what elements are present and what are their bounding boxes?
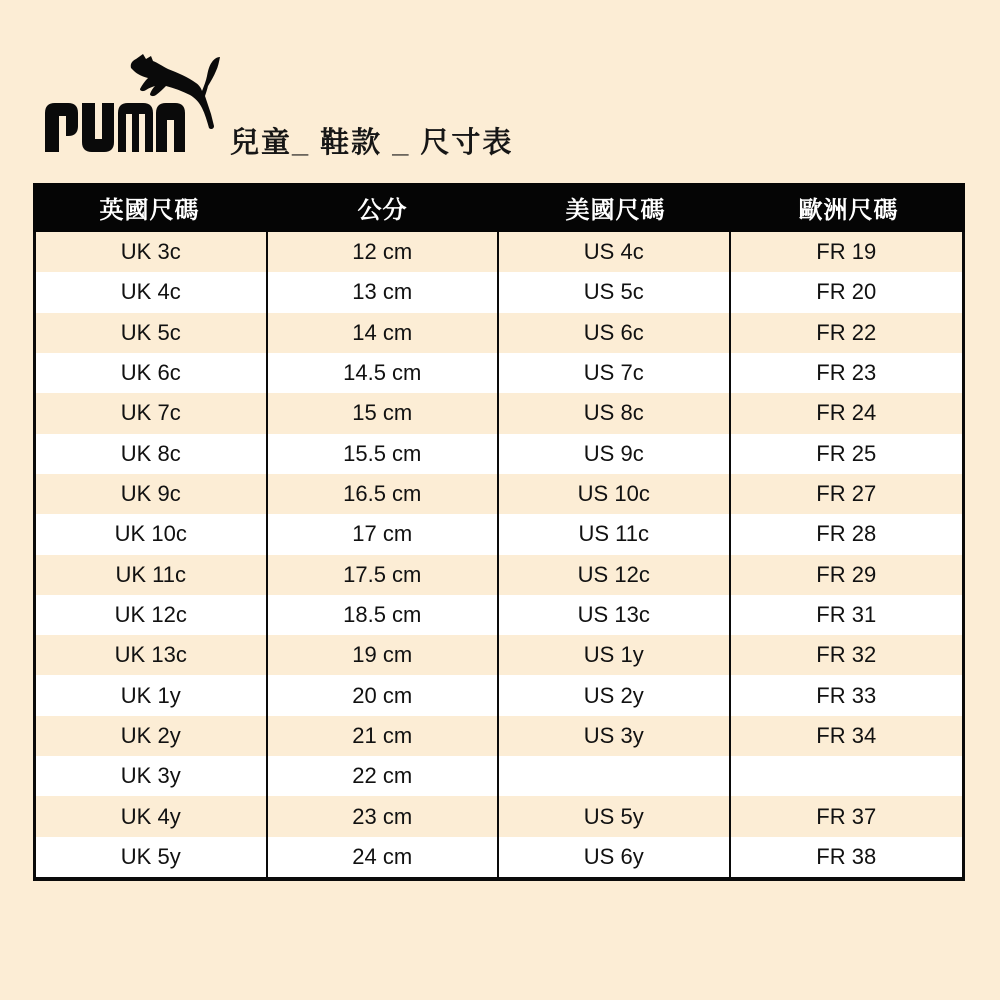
table-row xyxy=(36,635,962,675)
table-cell: UK 2y xyxy=(36,716,268,756)
table-row xyxy=(36,353,962,393)
table-cell: US 6c xyxy=(499,313,731,353)
table-cell: UK 5y xyxy=(36,837,268,877)
table-cell: UK 12c xyxy=(36,595,268,635)
table-cell: 14.5 cm xyxy=(268,353,500,393)
table-row xyxy=(36,595,962,635)
table-cell: UK 1y xyxy=(36,675,268,715)
table-cell: 15 cm xyxy=(268,393,500,433)
table-cell xyxy=(731,756,963,796)
table-cell: UK 13c xyxy=(36,635,268,675)
size-table xyxy=(33,183,965,881)
table-cell: US 2y xyxy=(499,675,731,715)
table-cell: 22 cm xyxy=(268,756,500,796)
table-cell: FR 33 xyxy=(816,682,877,708)
table-cell: US 5c xyxy=(499,272,731,312)
header-uk-size: 英國尺碼 xyxy=(99,197,200,224)
table-cell: US 10c xyxy=(499,474,731,514)
table-cell: 17 cm xyxy=(268,514,500,554)
table-cell: US 7c xyxy=(499,353,731,393)
table-cell: FR 20 xyxy=(816,279,877,305)
table-cell: FR 37 xyxy=(816,803,877,829)
table-cell: FR 31 xyxy=(816,601,877,627)
table-cell: US 13c xyxy=(499,595,731,635)
table-cell: FR 24 xyxy=(816,400,877,426)
table-cell: US 9c xyxy=(499,434,731,474)
table-row xyxy=(36,474,962,514)
table-cell: US 12c xyxy=(499,555,731,595)
table-cell: US 5y xyxy=(499,796,731,836)
table-row xyxy=(36,837,962,877)
table-cell: UK 9c xyxy=(36,474,268,514)
table-row xyxy=(36,272,962,312)
table-cell: US 3y xyxy=(499,716,731,756)
table-cell: US 6y xyxy=(499,837,731,877)
table-row xyxy=(36,675,962,715)
table-row xyxy=(36,393,962,433)
table-cell: FR 32 xyxy=(816,642,877,668)
table-header-row xyxy=(33,183,965,232)
table-cell: 15.5 cm xyxy=(268,434,500,474)
table-cell: 18.5 cm xyxy=(268,595,500,635)
table-cell: UK 3c xyxy=(36,232,268,272)
table-row xyxy=(36,756,962,796)
table-cell: FR 27 xyxy=(816,481,877,507)
table-body xyxy=(36,232,962,877)
table-cell: 20 cm xyxy=(268,675,500,715)
page-title: 兒童_ 鞋款 _ 尺寸表 xyxy=(230,127,514,159)
table-row xyxy=(36,796,962,836)
puma-logo xyxy=(40,50,228,155)
table-cell: FR 34 xyxy=(816,722,877,748)
table-cell: UK 6c xyxy=(36,353,268,393)
table-cell: 23 cm xyxy=(268,796,500,836)
table-cell: 17.5 cm xyxy=(268,555,500,595)
table-cell: US 8c xyxy=(499,393,731,433)
table-cell: UK 5c xyxy=(36,313,268,353)
table-row xyxy=(36,313,962,353)
table-cell: UK 11c xyxy=(36,555,268,595)
table-cell: FR 28 xyxy=(816,521,877,547)
table-cell: 13 cm xyxy=(268,272,500,312)
table-cell: 19 cm xyxy=(268,635,500,675)
table-cell: FR 23 xyxy=(816,360,877,386)
header-eu-size: 歐洲尺碼 xyxy=(798,197,899,224)
table-row xyxy=(36,232,962,272)
table-cell: 16.5 cm xyxy=(268,474,500,514)
table-cell: FR 25 xyxy=(816,440,877,466)
table-row xyxy=(36,555,962,595)
table-cell: 14 cm xyxy=(268,313,500,353)
table-cell: UK 7c xyxy=(36,393,268,433)
table-row xyxy=(36,434,962,474)
table-cell: UK 4c xyxy=(36,272,268,312)
table-cell: UK 3y xyxy=(36,756,268,796)
header-cm: 公分 xyxy=(357,197,408,224)
table-cell: 12 cm xyxy=(268,232,500,272)
table-cell: 21 cm xyxy=(268,716,500,756)
table-row xyxy=(36,514,962,554)
table-cell: 24 cm xyxy=(268,837,500,877)
table-cell: UK 4y xyxy=(36,796,268,836)
table-cell: UK 10c xyxy=(36,514,268,554)
table-cell: US 4c xyxy=(499,232,731,272)
table-cell: UK 8c xyxy=(36,434,268,474)
table-row xyxy=(36,716,962,756)
table-cell: US 1y xyxy=(499,635,731,675)
table-cell: FR 19 xyxy=(816,239,877,265)
table-cell: FR 22 xyxy=(816,319,877,345)
header-us-size: 美國尺碼 xyxy=(565,197,666,224)
table-cell: US 11c xyxy=(499,514,731,554)
table-cell: FR 38 xyxy=(816,843,877,869)
table-cell xyxy=(499,756,731,796)
table-cell: FR 29 xyxy=(816,561,877,587)
